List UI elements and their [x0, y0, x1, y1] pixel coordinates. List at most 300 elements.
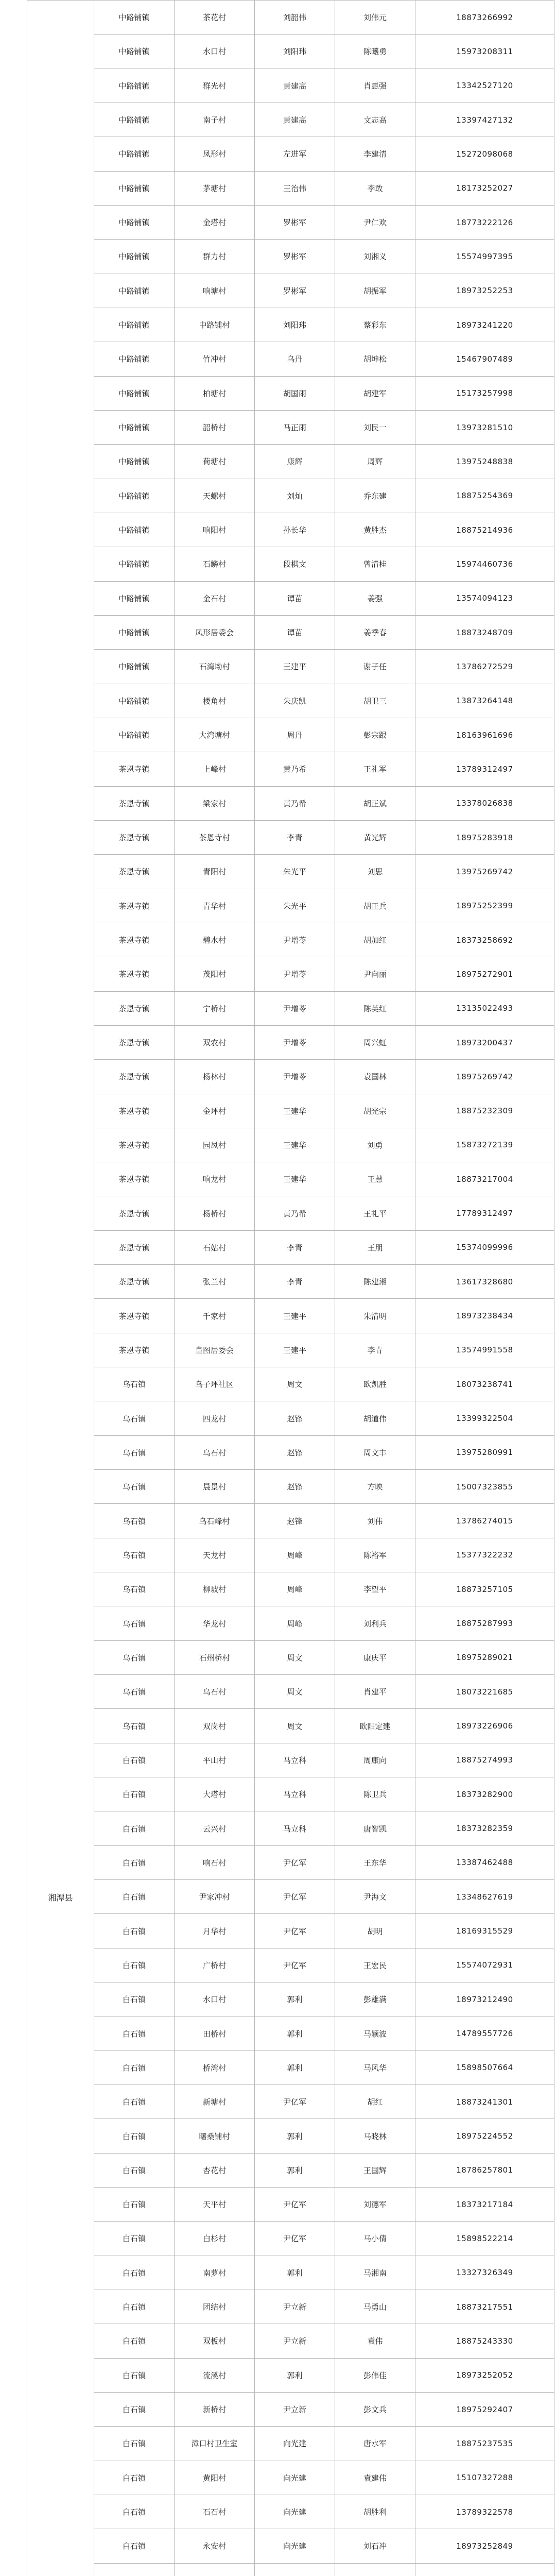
village-cell: 园凤村	[175, 1128, 255, 1162]
contact-cell: 马勇山	[335, 2290, 415, 2324]
village-cell: 千家村	[175, 1299, 255, 1333]
table-row	[27, 2461, 554, 2495]
phone-cell: 18973226906	[415, 1709, 554, 1743]
phone-cell: 18973252253	[415, 274, 554, 308]
village-cell: 尹家冲村	[175, 1880, 255, 1914]
village-cell: 响塘村	[175, 274, 255, 308]
town-cell: 白石镇	[94, 1743, 175, 1777]
contact-cell: 康庆平	[335, 1640, 415, 1674]
contact-cell: 胡明	[335, 1914, 415, 1948]
phone-cell: 18173252027	[415, 171, 554, 205]
phone-cell: 13387462488	[415, 1845, 554, 1879]
contact-cell: 彭宗跟	[335, 718, 415, 752]
doctor-cell: 尹亿军	[255, 2222, 335, 2256]
town-cell: 茶恩寺镇	[94, 923, 175, 957]
village-cell: 双岗村	[175, 1709, 255, 1743]
doctor-cell: 朱光平	[255, 889, 335, 923]
village-cell: 金塔村	[175, 205, 255, 239]
contact-cell: 肖建平	[335, 1675, 415, 1709]
contact-cell: 王朋	[335, 1230, 415, 1264]
village-cell: 茅塘村	[175, 171, 255, 205]
table-row	[27, 1230, 554, 1264]
doctor-cell: 郭利	[255, 2119, 335, 2153]
phone-cell: 18873217551	[415, 2290, 554, 2324]
village-cell: 杨桥村	[175, 1196, 255, 1230]
village-cell: 桥湾村	[175, 2050, 255, 2084]
doctor-cell: 马正雨	[255, 410, 335, 444]
contact-cell: 李敢	[335, 171, 415, 205]
table-row	[27, 69, 554, 103]
village-cell: 石鳞村	[175, 547, 255, 581]
contact-cell: 尹向丽	[335, 957, 415, 991]
table-row	[27, 1265, 554, 1299]
doctor-cell: 段棋文	[255, 547, 335, 581]
village-cell: 云兴村	[175, 1811, 255, 1845]
table-row	[27, 2324, 554, 2358]
village-cell: 新桥村	[175, 2392, 255, 2426]
contact-cell: 胡正兵	[335, 889, 415, 923]
contact-cell: 刘民一	[335, 410, 415, 444]
village-cell: 白杉村	[175, 2222, 255, 2256]
village-cell: 乌石村	[175, 1435, 255, 1469]
phone-cell: 13789312497	[415, 752, 554, 786]
phone-cell: 13397427132	[415, 103, 554, 137]
town-cell: 白石镇	[94, 2222, 175, 2256]
table-row	[27, 1982, 554, 2016]
table-row	[27, 957, 554, 991]
town-cell: 白石镇	[94, 2188, 175, 2222]
doctor-cell: 谭苗	[255, 581, 335, 615]
village-cell: 响龙村	[175, 1162, 255, 1196]
village-cell: 杏花村	[175, 2153, 255, 2187]
town-cell: 茶恩寺镇	[94, 1094, 175, 1128]
contact-cell: 王慧	[335, 1162, 415, 1196]
phone-cell: 18875214936	[415, 513, 554, 547]
table-row	[27, 2290, 554, 2324]
town-cell: 乌石镇	[94, 1572, 175, 1606]
village-cell: 华龙村	[175, 1606, 255, 1640]
table-row	[27, 1640, 554, 1674]
town-cell: 白石镇	[94, 2050, 175, 2084]
town-cell: 中路铺镇	[94, 137, 175, 171]
town-cell: 茶恩寺镇	[94, 1196, 175, 1230]
phone-cell: 13973281510	[415, 410, 554, 444]
town-cell: 茶恩寺镇	[94, 1162, 175, 1196]
contact-cell: 陈建湘	[335, 1265, 415, 1299]
phone-cell: 18073238741	[415, 1367, 554, 1401]
phone-cell: 18975289021	[415, 1640, 554, 1674]
table-row	[27, 615, 554, 649]
town-cell: 乌石镇	[94, 1367, 175, 1401]
town-cell: 茶恩寺镇	[94, 1060, 175, 1094]
doctor-cell: 黄建高	[255, 103, 335, 137]
contact-cell: 胡坤松	[335, 342, 415, 376]
contact-cell: 姜强	[335, 581, 415, 615]
contact-cell: 胡正斌	[335, 786, 415, 820]
town-cell: 乌石镇	[94, 1675, 175, 1709]
doctor-cell: 周峰	[255, 1606, 335, 1640]
phone-cell: 18975272901	[415, 957, 554, 991]
contact-cell: 胡卫三	[335, 684, 415, 718]
phone-cell: 13789322578	[415, 2495, 554, 2529]
phone-cell: 13399322504	[415, 1401, 554, 1435]
contact-cell: 姜季春	[335, 615, 415, 649]
doctor-cell: 马立科	[255, 1777, 335, 1811]
table-row	[27, 1880, 554, 1914]
contact-cell: 刘伟元	[335, 1, 415, 35]
table-row	[27, 1470, 554, 1504]
table-row	[27, 855, 554, 889]
village-cell: 张兰村	[175, 1265, 255, 1299]
doctor-cell: 尹增苓	[255, 1025, 335, 1059]
doctor-cell: 朱庆凯	[255, 684, 335, 718]
village-cell: 新塘村	[175, 2085, 255, 2119]
contact-cell: 黄胜杰	[335, 513, 415, 547]
doctor-cell: 尹增苓	[255, 1060, 335, 1094]
contact-cell: 陈卫兵	[335, 1777, 415, 1811]
table-row	[27, 2427, 554, 2461]
phone-cell: 18169315529	[415, 1914, 554, 1948]
table-row	[27, 240, 554, 274]
contact-cell: 胡胜利	[335, 2495, 415, 2529]
doctor-cell: 李青	[255, 820, 335, 854]
village-cell: 团结村	[175, 2290, 255, 2324]
doctor-cell: 郭利	[255, 2256, 335, 2290]
phone-cell: 13975248838	[415, 445, 554, 479]
table-row	[27, 1948, 554, 1982]
phone-cell: 18786257801	[415, 2153, 554, 2187]
doctor-cell: 尹亿军	[255, 1880, 335, 1914]
phone-cell: 15574072931	[415, 1948, 554, 1982]
table-row	[27, 1333, 554, 1367]
contact-cell: 胡光宗	[335, 1094, 415, 1128]
town-cell	[94, 2563, 175, 2576]
doctor-cell: 赵锋	[255, 1470, 335, 1504]
table-row	[27, 103, 554, 137]
doctor-cell: 周文	[255, 1675, 335, 1709]
phone-cell: 15374099996	[415, 1230, 554, 1264]
table-row	[27, 205, 554, 239]
contact-cell: 刘石冲	[335, 2529, 415, 2563]
town-cell: 茶恩寺镇	[94, 820, 175, 854]
table-row	[27, 650, 554, 684]
contact-cell: 尹仁欢	[335, 205, 415, 239]
town-cell: 中路铺镇	[94, 479, 175, 513]
town-cell: 中路铺镇	[94, 1, 175, 35]
town-cell: 白石镇	[94, 1845, 175, 1879]
table-row	[27, 2256, 554, 2290]
village-cell: 南萝村	[175, 2256, 255, 2290]
doctor-cell: 周文	[255, 1709, 335, 1743]
doctor-cell: 罗彬军	[255, 274, 335, 308]
town-cell: 乌石镇	[94, 1606, 175, 1640]
doctor-cell: 马立科	[255, 1811, 335, 1845]
town-cell: 白石镇	[94, 1777, 175, 1811]
town-cell: 中路铺镇	[94, 240, 175, 274]
town-cell: 中路铺镇	[94, 650, 175, 684]
town-cell: 中路铺镇	[94, 410, 175, 444]
town-cell: 中路铺镇	[94, 342, 175, 376]
town-cell: 乌石镇	[94, 1538, 175, 1572]
contact-cell: 刘伟	[335, 1504, 415, 1538]
town-cell: 茶恩寺镇	[94, 1265, 175, 1299]
village-cell: 田桥村	[175, 2016, 255, 2050]
phone-cell: 13574991558	[415, 1333, 554, 1367]
contact-cell: 李青	[335, 1333, 415, 1367]
doctor-cell: 周峰	[255, 1538, 335, 1572]
doctor-cell: 尹立新	[255, 2324, 335, 2358]
town-cell: 白石镇	[94, 1982, 175, 2016]
doctor-cell: 黄乃希	[255, 1196, 335, 1230]
doctor-cell: 周文	[255, 1640, 335, 1674]
village-cell: 响阳村	[175, 513, 255, 547]
village-cell: 群光村	[175, 69, 255, 103]
doctor-cell: 黄建高	[255, 69, 335, 103]
table-row	[27, 137, 554, 171]
phone-cell: 18373258692	[415, 923, 554, 957]
phone-cell: 18975269742	[415, 1060, 554, 1094]
table-row	[27, 1025, 554, 1059]
town-cell: 茶恩寺镇	[94, 991, 175, 1025]
phone-cell: 13975269742	[415, 855, 554, 889]
village-cell: 青阳村	[175, 855, 255, 889]
doctor-cell: 向光建	[255, 2529, 335, 2563]
table-row	[27, 2188, 554, 2222]
doctor-cell: 李青	[255, 1265, 335, 1299]
contact-cell: 马风华	[335, 2050, 415, 2084]
contact-cell: 刘德军	[335, 2188, 415, 2222]
doctor-cell: 李青	[255, 1230, 335, 1264]
village-cell: 晨景村	[175, 1470, 255, 1504]
phone-cell: 18373282900	[415, 1777, 554, 1811]
town-cell: 白石镇	[94, 1811, 175, 1845]
village-cell: 碧水村	[175, 923, 255, 957]
contact-cell: 王国辉	[335, 2153, 415, 2187]
contact-cell: 王宏民	[335, 1948, 415, 1982]
table-row	[27, 1538, 554, 1572]
town-cell: 茶恩寺镇	[94, 1299, 175, 1333]
doctor-cell: 刘阳玮	[255, 308, 335, 342]
doctor-cell: 郭利	[255, 1982, 335, 2016]
table-row	[27, 274, 554, 308]
table-row	[27, 889, 554, 923]
phone-cell: 18973252849	[415, 2529, 554, 2563]
contact-cell: 周辉	[335, 445, 415, 479]
phone-cell: 13873264148	[415, 684, 554, 718]
table-row	[27, 1, 554, 35]
village-cell: 楼角村	[175, 684, 255, 718]
contact-cell: 马晓林	[335, 2119, 415, 2153]
phone-cell: 18873257105	[415, 1572, 554, 1606]
phone-cell: 13574094123	[415, 581, 554, 615]
table-row	[27, 2563, 554, 2576]
town-cell: 白石镇	[94, 1914, 175, 1948]
contact-cell: 陈曦勇	[335, 35, 415, 69]
town-cell: 白石镇	[94, 2085, 175, 2119]
doctor-cell: 周峰	[255, 1572, 335, 1606]
table-row	[27, 752, 554, 786]
phone-cell: 18875243330	[415, 2324, 554, 2358]
town-cell: 中路铺镇	[94, 684, 175, 718]
town-cell: 茶恩寺镇	[94, 889, 175, 923]
contact-cell: 刘思	[335, 855, 415, 889]
contact-cell: 彭文兵	[335, 2392, 415, 2426]
table-row	[27, 820, 554, 854]
doctor-cell: 王建平	[255, 1333, 335, 1367]
table-row	[27, 1094, 554, 1128]
village-cell: 石州桥村	[175, 1640, 255, 1674]
table-row	[27, 171, 554, 205]
village-cell: 石石村	[175, 2495, 255, 2529]
village-cell: 天平村	[175, 2188, 255, 2222]
village-cell: 永安村	[175, 2529, 255, 2563]
table-row	[27, 2085, 554, 2119]
doctor-cell: 王建华	[255, 1094, 335, 1128]
village-cell: 韶桥村	[175, 410, 255, 444]
town-cell: 白石镇	[94, 2256, 175, 2290]
contact-cell: 李建清	[335, 137, 415, 171]
table-row	[27, 2392, 554, 2426]
doctor-cell: 尹亿军	[255, 1948, 335, 1982]
table-row	[27, 376, 554, 410]
contact-cell: 袁伟	[335, 2324, 415, 2358]
contact-cell: 马小倩	[335, 2222, 415, 2256]
town-cell: 中路铺镇	[94, 615, 175, 649]
contact-cell: 谢子任	[335, 650, 415, 684]
doctor-cell: 刘韶伟	[255, 1, 335, 35]
town-cell: 中路铺镇	[94, 103, 175, 137]
table-row	[27, 1811, 554, 1845]
doctor-cell: 赵锋	[255, 1504, 335, 1538]
doctor-cell: 乌丹	[255, 342, 335, 376]
table-row	[27, 2222, 554, 2256]
contact-cell: 刘利兵	[335, 1606, 415, 1640]
contact-cell: 彭雄满	[335, 1982, 415, 2016]
village-cell: 黄阳村	[175, 2461, 255, 2495]
town-cell: 白石镇	[94, 2529, 175, 2563]
town-cell: 中路铺镇	[94, 718, 175, 752]
village-cell: 响石村	[175, 1845, 255, 1879]
village-cell: 金石村	[175, 581, 255, 615]
town-cell: 中路铺镇	[94, 376, 175, 410]
doctor-cell: 胡国雨	[255, 376, 335, 410]
table-row	[27, 2529, 554, 2563]
contact-cell: 欧阳定建	[335, 1709, 415, 1743]
village-cell: 天螺村	[175, 479, 255, 513]
table-row	[27, 1128, 554, 1162]
doctor-cell: 周丹	[255, 718, 335, 752]
town-cell: 白石镇	[94, 2461, 175, 2495]
village-cell: 茶恩寺村	[175, 820, 255, 854]
phone-cell: 15107327288	[415, 2461, 554, 2495]
town-cell: 中路铺镇	[94, 547, 175, 581]
doctor-cell: 向光建	[255, 2495, 335, 2529]
table-row	[27, 308, 554, 342]
village-cell: 漳口村卫生室	[175, 2427, 255, 2461]
contact-cell: 周文丰	[335, 1435, 415, 1469]
phone-cell: 18373217184	[415, 2188, 554, 2222]
town-cell: 白石镇	[94, 2290, 175, 2324]
village-cell: 梁家村	[175, 786, 255, 820]
village-cell: 平山村	[175, 1743, 255, 1777]
doctor-cell: 郭利	[255, 2153, 335, 2187]
doctor-cell: 朱光平	[255, 855, 335, 889]
contact-table-body	[27, 1, 554, 2576]
phone-cell: 18873217004	[415, 1162, 554, 1196]
doctor-cell: 周文	[255, 1367, 335, 1401]
phone-cell: 13348627619	[415, 1880, 554, 1914]
table-row	[27, 1777, 554, 1811]
town-cell: 白石镇	[94, 1880, 175, 1914]
phone-cell: 18973241220	[415, 308, 554, 342]
contact-table	[27, 0, 554, 2576]
village-cell: 大湾塘村	[175, 718, 255, 752]
contact-cell: 唐水军	[335, 2427, 415, 2461]
table-row	[27, 35, 554, 69]
phone-cell: 18873266992	[415, 1, 554, 35]
town-cell: 茶恩寺镇	[94, 1230, 175, 1264]
village-cell: 金坪村	[175, 1094, 255, 1128]
doctor-cell: 尹亿军	[255, 1845, 335, 1879]
contact-cell: 周兴虹	[335, 1025, 415, 1059]
phone-cell: 18975283918	[415, 820, 554, 854]
town-cell: 乌石镇	[94, 1435, 175, 1469]
table-row	[27, 2358, 554, 2392]
contact-cell: 周康向	[335, 1743, 415, 1777]
village-cell: 上峰村	[175, 752, 255, 786]
contact-cell: 欧凯胜	[335, 1367, 415, 1401]
phone-cell: 18973212490	[415, 1982, 554, 2016]
doctor-cell: 王建平	[255, 650, 335, 684]
town-cell: 中路铺镇	[94, 513, 175, 547]
contact-cell: 王东华	[335, 1845, 415, 1879]
village-cell: 柏塘村	[175, 376, 255, 410]
doctor-cell: 赵锋	[255, 1401, 335, 1435]
village-cell: 乌石峰村	[175, 1504, 255, 1538]
table-row	[27, 1572, 554, 1606]
table-row	[27, 718, 554, 752]
contact-cell: 胡加红	[335, 923, 415, 957]
phone-cell: 18873241301	[415, 2085, 554, 2119]
table-row	[27, 2495, 554, 2529]
contact-cell: 王礼军	[335, 752, 415, 786]
phone-cell: 15377322232	[415, 1538, 554, 1572]
phone-cell: 15898522214	[415, 2222, 554, 2256]
town-cell: 中路铺镇	[94, 171, 175, 205]
contact-cell: 黄光辉	[335, 820, 415, 854]
table-row	[27, 1299, 554, 1333]
contact-cell: 乔东建	[335, 479, 415, 513]
doctor-cell: 尹增苓	[255, 991, 335, 1025]
town-cell: 中路铺镇	[94, 69, 175, 103]
town-cell: 白石镇	[94, 2153, 175, 2187]
table-row	[27, 581, 554, 615]
town-cell: 乌石镇	[94, 1504, 175, 1538]
phone-cell: 13786272529	[415, 650, 554, 684]
phone-cell	[415, 2563, 554, 2576]
doctor-cell: 刘阳玮	[255, 35, 335, 69]
town-cell: 白石镇	[94, 2495, 175, 2529]
town-cell: 茶恩寺镇	[94, 752, 175, 786]
doctor-cell: 王建平	[255, 1299, 335, 1333]
village-cell: 流溪村	[175, 2358, 255, 2392]
town-cell: 中路铺镇	[94, 35, 175, 69]
table-row	[27, 410, 554, 444]
table-row	[27, 991, 554, 1025]
phone-cell: 15007323855	[415, 1470, 554, 1504]
village-cell: 大塔村	[175, 1777, 255, 1811]
table-row	[27, 445, 554, 479]
